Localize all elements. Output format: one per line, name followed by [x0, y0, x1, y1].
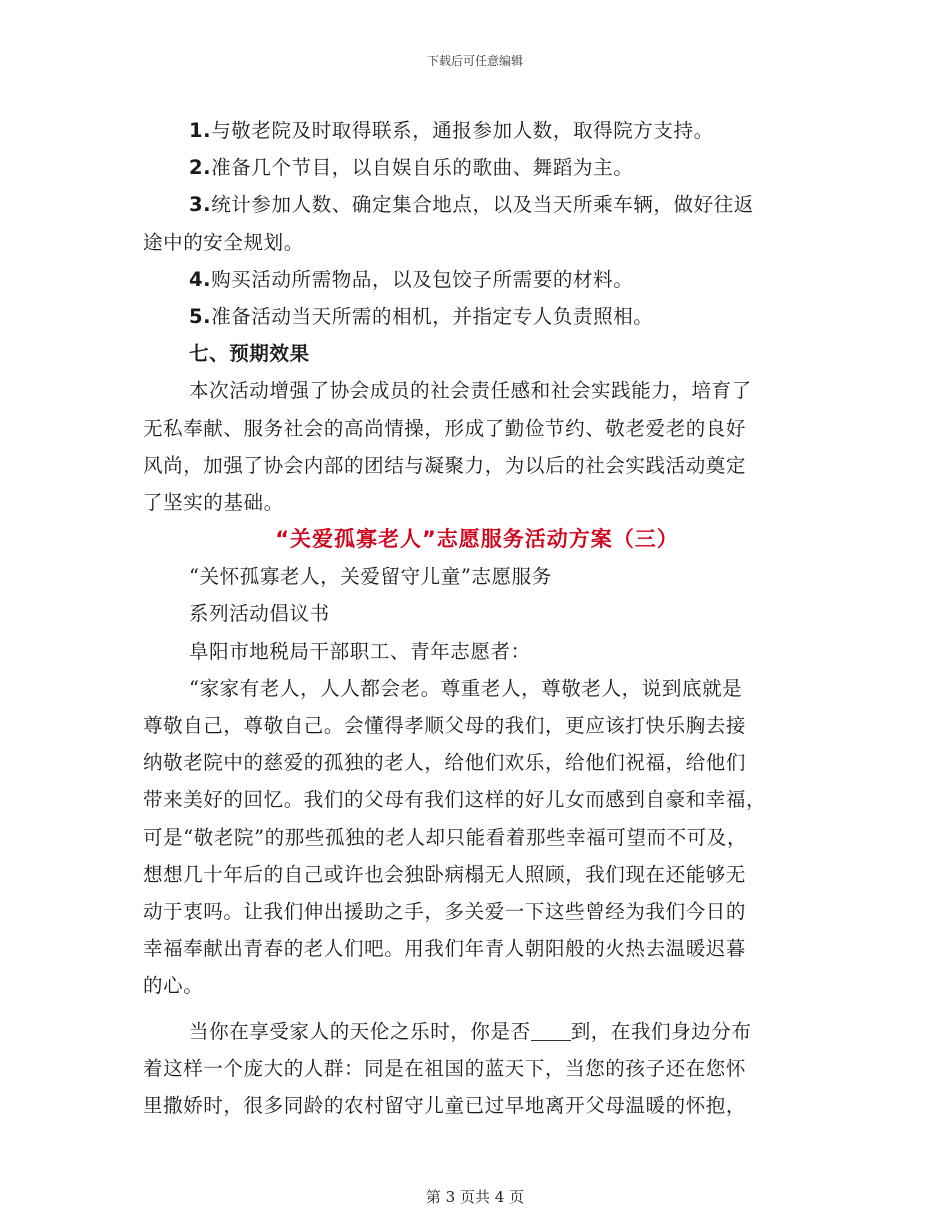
paragraph-line: 可是“敬老院”的那些孤独的老人却只能看着那些幸福可望而不可及，	[143, 825, 748, 849]
document-title: “关爱孤寡老人”志愿服务活动方案（三）	[275, 527, 679, 552]
list-number: 2.	[189, 156, 212, 180]
list-number: 3.	[189, 193, 212, 217]
paragraph-line: 里撒娇时，很多同龄的农村留守儿童已过早地离开父母温暖的怀抱，	[143, 1093, 747, 1117]
document-body	[143, 112, 811, 1124]
paragraph-line: 无私奉献、服务社会的高尚情操，形成了勤俭节约、敬老爱老的良好	[143, 416, 747, 440]
page-header: 下载后可任意编辑	[426, 54, 523, 68]
subtitle: “关怀孤寡老人，关爱留守儿童”志愿服务	[189, 565, 552, 589]
paragraph-line	[143, 1013, 811, 1050]
paragraph-line: 幸福奉献出青春的老人们吧。用我们年青人朝阳般的火热去温暖迟暮	[143, 937, 747, 961]
paragraph-text: 到，在我们身边分布	[570, 1019, 752, 1043]
page-footer: 第 3 页共 4 页	[425, 1188, 525, 1206]
list-text: 准备活动当天所需的相机，并指定专人负责照相。	[211, 304, 654, 328]
list-item	[143, 261, 811, 298]
list-text: 途中的安全规划。	[143, 230, 304, 254]
paragraph-line: 本次活动增强了协会成员的社会责任感和社会实践能力，培育了	[189, 379, 752, 403]
list-text: 与敬老院及时取得联系，通报参加人数，取得院方支持。	[211, 119, 714, 142]
list-number: 1.	[189, 119, 212, 142]
list-item	[143, 149, 811, 186]
list-text: 统计参加人数、确定集合地点，以及当天所乘车辆，做好往返	[211, 193, 754, 217]
list-text: 准备几个节目，以自娱自乐的歌曲、舞蹈为主。	[211, 156, 634, 180]
paragraph-line: 尊敬自己，尊敬自己。会懂得孝顺父母的我们，更应该打快乐胸去接	[143, 714, 747, 737]
subtitle: 系列活动倡议书	[189, 602, 330, 626]
paragraph-line: 纳敬老院中的慈爱的孤独的老人，给他们欢乐，给他们祝福，给他们	[143, 751, 747, 775]
salutation: 阜阳市地税局干部职工、青年志愿者：	[189, 639, 531, 663]
list-item	[143, 112, 811, 149]
paragraph-line: 带来美好的回忆。我们的父母有我们这样的好儿女而感到自豪和幸福，	[143, 788, 767, 812]
paragraph-line: 动于衷吗。让我们伸出援助之手，多关爱一下这些曾经为我们今日的	[143, 899, 747, 923]
paragraph-line: 着这样一个庞大的人群：同是在祖国的蓝天下，当您的孩子还在您怀	[143, 1056, 747, 1080]
list-item-continuation	[143, 224, 811, 261]
paragraph-line: “家家有老人，人人都会老。尊重老人，尊敬老人，说到底就是	[189, 676, 743, 700]
fill-blank	[531, 1020, 571, 1041]
paragraph-line: 的心。	[143, 974, 204, 998]
paragraph-line: 想想几十年后的自己或许也会独卧病榻无人照顾，我们现在还能够无	[143, 862, 747, 886]
list-text: 购买活动所需物品，以及包饺子所需要的材料。	[211, 267, 634, 291]
section-heading: 七、预期效果	[189, 342, 310, 366]
list-number: 4.	[189, 267, 212, 291]
list-item	[143, 298, 811, 335]
paragraph-text: 当你在享受家人的天伦之乐时，你是否	[189, 1019, 531, 1043]
paragraph-line: 了坚实的基础。	[143, 490, 284, 514]
list-number: 5.	[189, 304, 212, 328]
list-item	[143, 186, 811, 223]
paragraph-line: 风尚，加强了协会内部的团结与凝聚力，为以后的社会实践活动奠定	[143, 453, 747, 477]
